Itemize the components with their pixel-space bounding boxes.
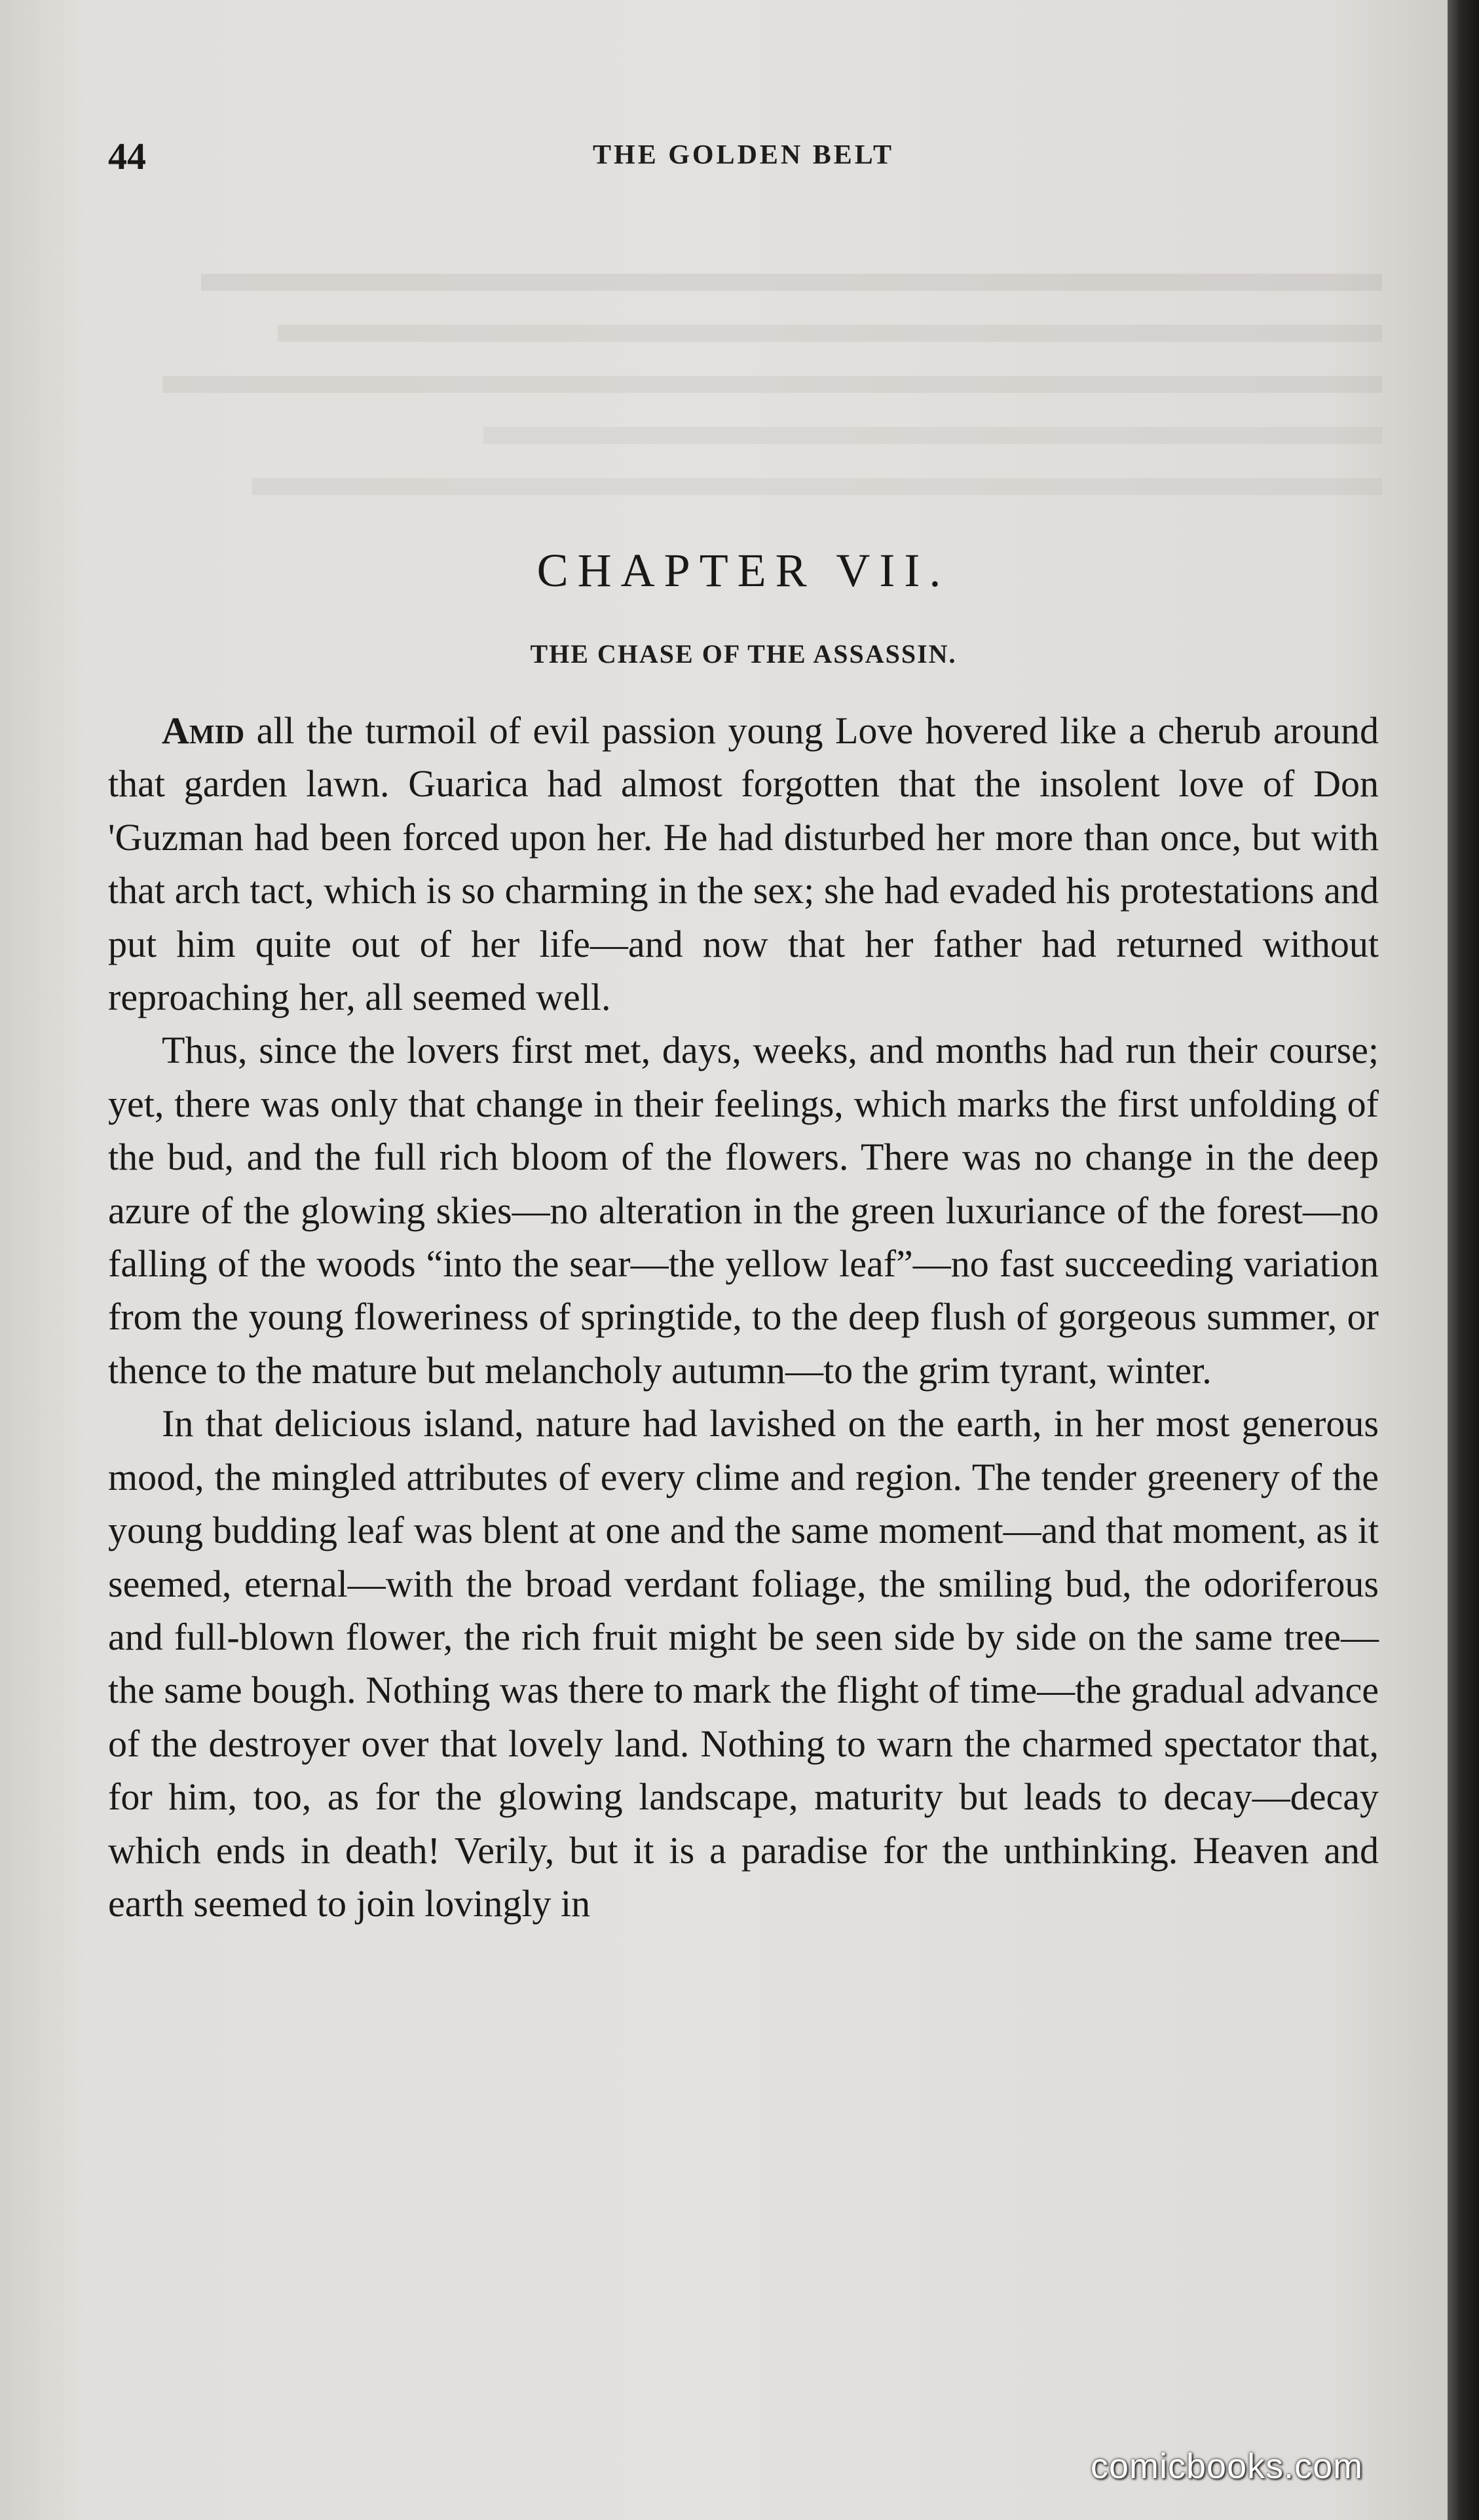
show-through-bleed (98, 223, 1382, 530)
page-number: 44 (108, 135, 146, 177)
running-head (108, 134, 1379, 180)
chapter-subtitle: THE CHASE OF THE ASSASSIN. (530, 639, 957, 669)
watermark: comicbooks.com (1091, 2447, 1364, 2486)
chapter-heading: CHAPTER VII. (536, 544, 950, 597)
paragraph-1 (108, 704, 1379, 1024)
paragraph-3: In that delicious island, nature had lavished on the earth, in her most generous mood, the mingled attributes of every clime and region. The tender greenery of the young budding leaf was blent at one and the same moment—and that moment, as it seemed, eternal—with the broad verdant foliage, the smiling bud, the odoriferous and full-blown flower, the rich fruit might be seen side by side on the same tree—the same bough. Nothing was there to mark the flight of time—the gradual advance of the destroyer over that lovely land. Nothing to warn the charmed spectator that, for him, too, as for the glowing landscape, maturity but leads to decay—decay which ends in death! Verily, but it is a paradise for the unthinking. Heaven and earth seemed to join lovingly in (108, 1402, 1379, 1925)
paragraph-2: Thus, since the lovers first met, days, weeks, and months had run their course; yet, there was only that change in their feelings, which marks the first unfolding of the bud, and the full rich bloom of the flowers. There was no change in the deep azure of the glowing skies—no alteration in the green luxuriance of the forest—no falling of the woods “into the sear—the yellow leaf”—no fast succeeding variation from the young floweriness of springtide, to the deep flush of gorgeous summer, or thence to the mature but melancholy autumn—to the grim tyrant, winter. (108, 1029, 1379, 1392)
paragraph-lead-word: Amid (162, 709, 245, 752)
body-text (108, 704, 1379, 1930)
running-title: THE GOLDEN BELT (593, 140, 894, 170)
paragraph-text: all the turmoil of evil passion young Love hovered like a cherub around that garden lawn. Guarica had almost forgotten that the insolent love of Don 'Guzman had been forced upon her. He had disturbed her more than once, but with that arch tact, which is so charming in the sex; she had evaded his protestations and put him quite out of her life—and now that her father had returned without reproaching her, all seemed well. (108, 709, 1379, 1019)
page-edge-shadow (1448, 0, 1479, 2520)
